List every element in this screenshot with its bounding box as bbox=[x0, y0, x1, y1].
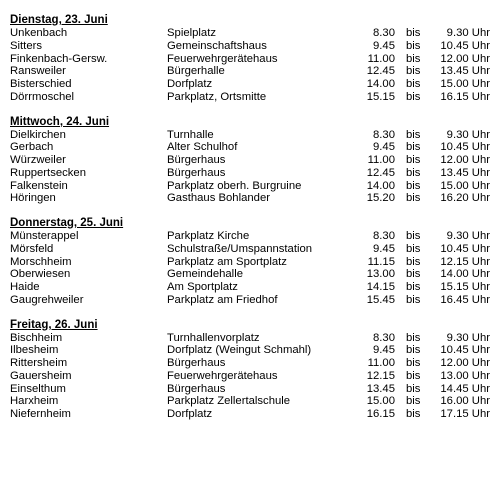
time-separator: bis bbox=[406, 408, 421, 420]
venue-name: Turnhalle bbox=[167, 128, 214, 141]
time-separator: bis bbox=[406, 78, 421, 90]
start-time: 8.30 bbox=[373, 230, 395, 242]
venue-name: Bürgerhaus bbox=[167, 154, 226, 166]
end-time: 10.45 Uhr bbox=[440, 141, 490, 154]
town-name: Morschheim bbox=[10, 255, 72, 268]
schedule-entry bbox=[10, 27, 490, 40]
schedule-entry bbox=[10, 192, 490, 205]
town-name: Gerbach bbox=[10, 141, 54, 154]
start-time: 9.45 bbox=[373, 39, 395, 52]
schedule-entry bbox=[10, 370, 490, 383]
end-time: 9.30 Uhr bbox=[446, 128, 490, 141]
end-time: 13.45 Uhr bbox=[440, 65, 490, 78]
day-heading: Donnerstag, 25. Juni bbox=[10, 217, 124, 229]
time-separator: bis bbox=[406, 39, 421, 52]
venue-name: Turnhallenvorplatz bbox=[167, 331, 260, 344]
town-name: Haide bbox=[10, 281, 40, 293]
time-separator: bis bbox=[406, 268, 421, 281]
day-heading: Dienstag, 23. Juni bbox=[10, 14, 108, 26]
time-separator: bis bbox=[406, 27, 421, 39]
start-time: 11.00 bbox=[367, 52, 395, 65]
venue-name: Parkplatz Zellertalschule bbox=[167, 395, 291, 408]
venue-name: Bürgerhaus bbox=[167, 382, 226, 395]
schedule-entry bbox=[10, 332, 490, 345]
time-separator: bis bbox=[406, 90, 421, 103]
venue-name: Parkplatz am Friedhof bbox=[167, 293, 278, 306]
venue-name: Dorfplatz bbox=[167, 408, 213, 420]
time-separator: bis bbox=[406, 154, 421, 166]
start-time: 13.45 bbox=[366, 382, 395, 395]
town-name: Oberwiesen bbox=[10, 268, 71, 281]
start-time: 8.30 bbox=[373, 128, 395, 141]
start-time: 12.45 bbox=[366, 166, 395, 179]
town-name: Höringen bbox=[10, 192, 56, 205]
venue-name: Am Sportplatz bbox=[167, 281, 238, 293]
end-time: 16.15 Uhr bbox=[440, 90, 490, 103]
town-name: Dielkirchen bbox=[10, 128, 66, 141]
end-time: 16.45 Uhr bbox=[440, 293, 490, 306]
schedule-entry bbox=[10, 53, 490, 66]
schedule-entry bbox=[10, 65, 490, 78]
day-heading: Freitag, 26. Juni bbox=[10, 318, 98, 331]
end-time: 16.00 Uhr bbox=[440, 395, 490, 408]
schedule-entry bbox=[10, 281, 490, 294]
end-time: 10.45 Uhr bbox=[440, 242, 490, 255]
venue-name: Dorfplatz (Weingut Schmahl) bbox=[167, 344, 312, 357]
time-separator: bis bbox=[406, 369, 421, 382]
town-name: Finkenbach-Gersw. bbox=[10, 52, 108, 65]
time-separator: bis bbox=[406, 357, 421, 369]
venue-name: Gemeinschaftshaus bbox=[167, 39, 267, 52]
venue-name: Gemeindehalle bbox=[167, 268, 243, 281]
end-time: 12.00 Uhr bbox=[440, 52, 490, 65]
schedule-entry bbox=[10, 383, 490, 396]
schedule-entry bbox=[10, 154, 490, 167]
time-separator: bis bbox=[406, 344, 421, 357]
schedule-entry bbox=[10, 141, 490, 154]
venue-name: Alter Schulhof bbox=[167, 141, 238, 154]
town-name: Harxheim bbox=[10, 395, 59, 408]
time-separator: bis bbox=[406, 382, 421, 395]
town-name: Bischheim bbox=[10, 331, 63, 344]
end-time: 12.15 Uhr bbox=[440, 255, 490, 268]
schedule-entry bbox=[10, 408, 490, 421]
time-separator: bis bbox=[406, 179, 421, 192]
end-time: 13.45 Uhr bbox=[440, 166, 490, 179]
venue-name: Parkplatz Kirche bbox=[167, 230, 250, 242]
end-time: 15.15 Uhr bbox=[440, 281, 490, 293]
start-time: 12.15 bbox=[366, 369, 395, 382]
schedule-entry bbox=[10, 167, 490, 180]
start-time: 8.30 bbox=[373, 27, 395, 39]
day-section bbox=[10, 216, 490, 307]
town-name: Ruppertsecken bbox=[10, 166, 86, 179]
schedule-entry bbox=[10, 230, 490, 243]
venue-name: Feuerwehrgerätehaus bbox=[167, 369, 278, 382]
end-time: 13.00 Uhr bbox=[440, 369, 490, 382]
end-time: 10.45 Uhr bbox=[440, 344, 490, 357]
start-time: 16.15 bbox=[366, 408, 395, 420]
day-section bbox=[10, 115, 490, 206]
time-separator: bis bbox=[406, 65, 421, 78]
end-time: 14.00 Uhr bbox=[440, 268, 490, 281]
end-time: 17.15 Uhr bbox=[440, 408, 490, 420]
schedule-entry bbox=[10, 78, 490, 91]
start-time: 15.00 bbox=[366, 395, 395, 408]
start-time: 15.20 bbox=[366, 192, 395, 205]
time-separator: bis bbox=[406, 141, 421, 154]
town-name: Münsterappel bbox=[10, 230, 79, 242]
town-name: Einselthum bbox=[10, 382, 66, 395]
end-time: 10.45 Uhr bbox=[440, 39, 490, 52]
town-name: Unkenbach bbox=[10, 27, 68, 39]
start-time: 13.00 bbox=[366, 268, 395, 281]
town-name: Ransweiler bbox=[10, 65, 66, 78]
start-time: 11.15 bbox=[367, 255, 395, 268]
venue-name: Parkplatz am Sportplatz bbox=[167, 255, 287, 268]
time-separator: bis bbox=[406, 230, 421, 242]
town-name: Niefernheim bbox=[10, 408, 71, 420]
town-name: Gauersheim bbox=[10, 369, 72, 382]
schedule-document bbox=[10, 13, 490, 432]
day-heading: Mittwoch, 24. Juni bbox=[10, 115, 110, 128]
venue-name: Bürgerhalle bbox=[167, 65, 225, 78]
end-time: 12.00 Uhr bbox=[440, 357, 490, 369]
end-time: 15.00 Uhr bbox=[440, 78, 490, 90]
end-time: 14.45 Uhr bbox=[440, 382, 490, 395]
schedule-entry bbox=[10, 40, 490, 53]
schedule-entry bbox=[10, 294, 490, 307]
start-time: 14.00 bbox=[366, 179, 395, 192]
town-name: Falkenstein bbox=[10, 179, 68, 192]
venue-name: Parkplatz oberh. Burgruine bbox=[167, 179, 302, 192]
town-name: Gaugrehweiler bbox=[10, 293, 84, 306]
start-time: 9.45 bbox=[373, 242, 395, 255]
day-section bbox=[10, 318, 490, 421]
time-separator: bis bbox=[406, 242, 421, 255]
schedule-entry bbox=[10, 395, 490, 408]
start-time: 15.15 bbox=[366, 90, 395, 103]
venue-name: Dorfplatz bbox=[167, 78, 213, 90]
end-time: 9.30 Uhr bbox=[446, 331, 490, 344]
schedule-entry bbox=[10, 268, 490, 281]
time-separator: bis bbox=[406, 293, 421, 306]
town-name: Mörsfeld bbox=[10, 242, 54, 255]
venue-name: Gasthaus Bohlander bbox=[167, 192, 270, 205]
start-time: 12.45 bbox=[366, 65, 395, 78]
time-separator: bis bbox=[406, 52, 421, 65]
day-section bbox=[10, 13, 490, 104]
town-name: Ilbesheim bbox=[10, 344, 59, 357]
end-time: 9.30 Uhr bbox=[446, 27, 490, 39]
town-name: Rittersheim bbox=[10, 357, 68, 369]
start-time: 15.45 bbox=[366, 293, 395, 306]
start-time: 11.00 bbox=[367, 154, 395, 166]
time-separator: bis bbox=[406, 331, 421, 344]
venue-name: Bürgerhaus bbox=[167, 357, 226, 369]
end-time: 9.30 Uhr bbox=[446, 230, 490, 242]
schedule-entry bbox=[10, 91, 490, 104]
venue-name: Schulstraße/Umspannstation bbox=[167, 242, 313, 255]
end-time: 15.00 Uhr bbox=[440, 179, 490, 192]
start-time: 11.00 bbox=[367, 357, 395, 369]
start-time: 14.00 bbox=[366, 78, 395, 90]
schedule-entry bbox=[10, 180, 490, 193]
start-time: 14.15 bbox=[366, 281, 395, 293]
time-separator: bis bbox=[406, 166, 421, 179]
venue-name: Spielplatz bbox=[167, 27, 216, 39]
town-name: Dörrmoschel bbox=[10, 90, 75, 103]
time-separator: bis bbox=[406, 395, 421, 408]
schedule-entry bbox=[10, 256, 490, 269]
venue-name: Bürgerhaus bbox=[167, 166, 226, 179]
town-name: Bisterschied bbox=[10, 78, 72, 90]
time-separator: bis bbox=[406, 192, 421, 205]
start-time: 9.45 bbox=[373, 344, 395, 357]
time-separator: bis bbox=[406, 255, 421, 268]
schedule-entry bbox=[10, 243, 490, 256]
time-separator: bis bbox=[406, 128, 421, 141]
venue-name: Feuerwehrgerätehaus bbox=[167, 52, 278, 65]
start-time: 8.30 bbox=[373, 331, 395, 344]
venue-name: Parkplatz, Ortsmitte bbox=[167, 90, 267, 103]
schedule-entry bbox=[10, 344, 490, 357]
town-name: Sitters bbox=[10, 39, 43, 52]
start-time: 9.45 bbox=[373, 141, 395, 154]
town-name: Würzweiler bbox=[10, 154, 66, 166]
schedule-entry bbox=[10, 129, 490, 142]
end-time: 12.00 Uhr bbox=[440, 154, 490, 166]
schedule-entry bbox=[10, 357, 490, 370]
end-time: 16.20 Uhr bbox=[440, 192, 490, 205]
time-separator: bis bbox=[406, 281, 421, 293]
